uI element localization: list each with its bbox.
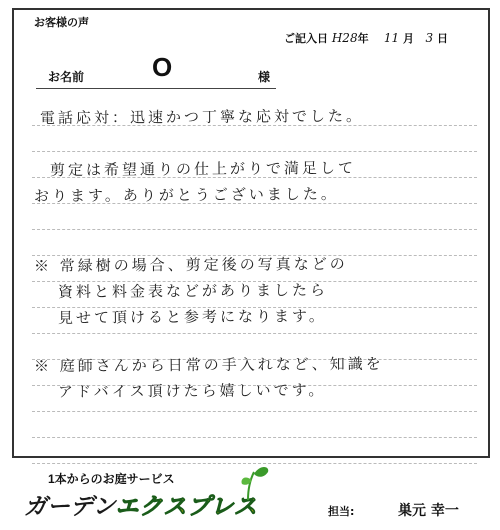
brand-logo: [24, 488, 258, 521]
date-prefix: ご記入日: [284, 32, 328, 45]
ruled-line: [32, 230, 477, 256]
message-line: ※ 庭師さんから日常の手入れなど、知識を: [33, 354, 384, 376]
customer-name: O: [152, 52, 173, 82]
name-underline: [36, 88, 276, 89]
date-month-unit: 月: [403, 32, 415, 45]
ruled-line: [32, 126, 477, 152]
brand-name-part2: エクスプレス: [115, 493, 258, 519]
date-year-unit: 年: [357, 32, 369, 45]
honorific: 様: [258, 70, 271, 84]
date-day-unit: 日: [437, 32, 449, 45]
message-line: アドバイス頂けたら嬉しいです。: [57, 381, 327, 401]
date-month: 11: [383, 31, 400, 45]
footer-tagline: 1本からのお庭サービス: [48, 472, 175, 486]
leaf-icon: [238, 462, 272, 502]
brand-name-part1: ガーデン: [24, 493, 116, 519]
entry-date: [284, 30, 448, 46]
ruled-line: [32, 412, 477, 438]
message-line: 見せて頂けると参考になります。: [57, 307, 327, 327]
message-line: 剪定は希望通りの仕上がりで満足して: [49, 158, 357, 180]
staff-name: 巣元 幸一: [398, 503, 459, 519]
customer-voice-card: [12, 8, 490, 458]
form-title: お客様の声: [34, 16, 89, 29]
message-line: ※ 常緑樹の場合、剪定後の写真などの: [33, 254, 348, 276]
message-line: 電話応対：迅速かつ丁寧な応対でした。: [39, 106, 365, 128]
date-day: 3: [425, 31, 434, 45]
ruled-line: [32, 438, 477, 464]
name-label: お名前: [48, 70, 85, 84]
ruled-line: [32, 204, 477, 230]
staff-label: 担当:: [328, 505, 355, 518]
message-line: 資料と料金表などがありましたら: [57, 281, 329, 301]
date-era-year: H28: [331, 31, 358, 45]
message-line: おります。ありがとうございました。: [33, 184, 339, 206]
